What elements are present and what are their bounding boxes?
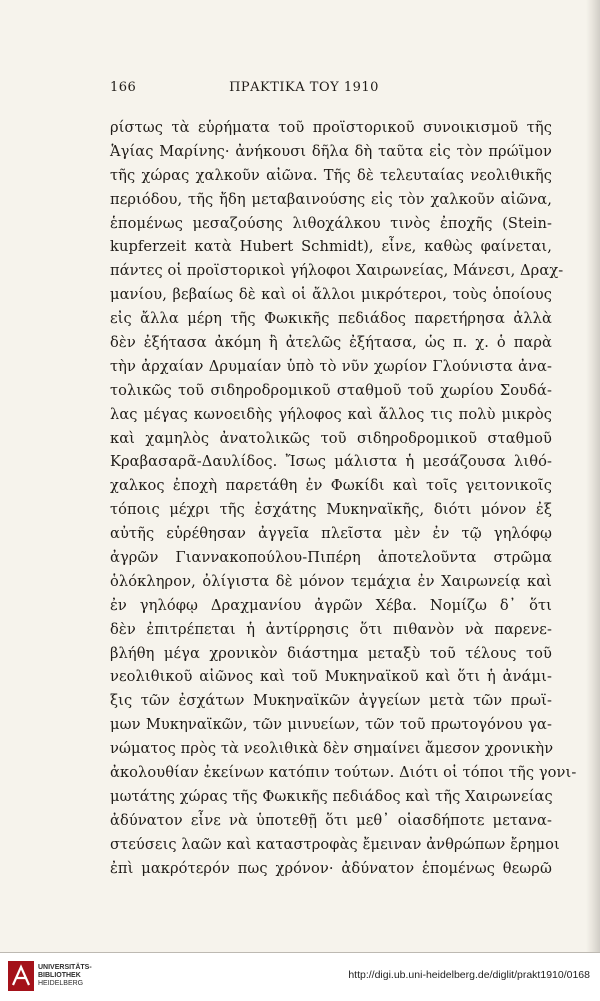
text-line: μων Μυκηναϊκῶν, τῶν μινυείων, τῶν τοῦ πρωτογόνου γα- — [110, 716, 552, 734]
text-line: αὐτῆς εὑρέθησαν ἀγγεῖα πλεῖστα μὲν ἐν τῷ γηλόφῳ — [110, 525, 552, 543]
page-header — [110, 80, 498, 100]
text-line: kupferzeit κατὰ Hubert Schmidt), εἶνε, καθὼς φαίνεται, — [110, 238, 552, 256]
text-line: ὁλόκληρον, ὀλίγιστα δὲ μόνον τεμάχια ἐν Χαιρωνείᾳ καὶ — [110, 572, 552, 590]
viewer-footer — [0, 952, 600, 1001]
library-logo-icon — [8, 961, 34, 991]
text-line: ἑπομένως μεσαζούσης λιθοχάλκου τινὸς ἐποχῆς (Stein- — [110, 214, 552, 232]
text-line: στεύσεις λαῶν καὶ καταστροφὰς ἔμειναν ἀνθρώπων ἔρημοι — [110, 835, 560, 853]
text-line: εἰς ἄλλα μέρη τῆς Φωκικῆς πεδιάδος παρετήρησα ἀλλὰ — [110, 310, 552, 328]
text-line: τὴν ἀρχαίαν Δρυμαίαν ὑπὸ τὸ νῦν χωρίον Γλούνιστα ἀνα- — [110, 357, 552, 375]
text-line: βλήθη μέγα χρονικὸν διάστημα μεταξὺ τοῦ τέλους τοῦ — [110, 644, 552, 662]
text-line: ρίστως τὰ εὑρήματα τοῦ προϊστορικοῦ συνοικισμοῦ τῆς — [110, 119, 552, 136]
text-line: τόποις μέχρι τῆς ἐσχάτης Μυκηναϊκῆς, διότι μόνον ἐξ — [110, 501, 552, 519]
logo-line-1: UNIVERSITÄTS- — [38, 964, 92, 971]
text-line: τῆς χώρας χαλκοῦν αἰῶνα. Τῆς δὲ τελευταίας νεολιθικῆς — [110, 166, 552, 184]
library-logo[interactable] — [8, 961, 118, 993]
text-line: δὲν ἐξήτασα ἀκόμη ἢ ἀτελῶς ἐξήτασα, ὡς π. χ. ὁ παρὰ — [110, 334, 552, 352]
text-line: ἀκολουθίαν ἐκείνων κατόπιν τούτων. Διότι οἱ τόποι τῆς γονι- — [110, 764, 577, 782]
text-line: μανίου, βεβαίως δὲ καὶ οἱ ἄλλοι μικρότεροι, τοὺς ὁποίους — [110, 286, 552, 304]
text-line: λας μέγας κωνοειδὴς γήλοφος καὶ ἄλλος τις πολὺ μικρὸς — [110, 405, 552, 423]
text-line: νώματος πρὸς τὰ νεολιθικὰ δὲν σημαίνει ἄμεσον χρονικὴν — [110, 740, 554, 758]
text-line: χαλκος ἐποχὴ παρετάθη ἐν Φωκίδι καὶ τοῖς γειτονικοῖς — [110, 477, 552, 495]
text-line: Κραβασαρᾶ-Δαυλίδος. Ἴσως μάλιστα ἡ μεσάζουσα λιθό- — [110, 453, 552, 471]
text-line: ξις τῶν ἐσχάτων Μυκηναϊκῶν ἀγγείων μετὰ τῶν πρωϊ- — [110, 692, 552, 710]
text-line: ἀγρῶν Γιαννακοπούλου-Πιπέρη ἀποτελοῦντα στρῶμα — [110, 549, 552, 567]
text-line: καὶ χαμηλὸς ἀνατολικῶς τοῦ σιδηροδρομικοῦ σταθμοῦ — [110, 429, 552, 447]
text-line: ἐν γηλόφῳ Δραχμανίου ἀγρῶν Χέβα. Νομίζω δ᾽ ὅτι — [110, 596, 552, 614]
text-line: δὲν ἐπιτρέπεται ἡ ἀντίρρησις ὅτι πιθανὸν νὰ παρενε- — [110, 620, 552, 638]
text-line: πάντες οἱ προϊστορικοὶ γήλοφοι Χαιρωνείας, Μάνεσι, Δραχ- — [110, 262, 564, 280]
text-line: ἐπὶ μακρότερόν πως χρόνον· ἀδύνατον ἑπομένως θεωρῶ — [110, 859, 552, 877]
text-line: τολικῶς τοῦ σιδηροδρομικοῦ σταθμοῦ τοῦ χωρίου Σουδά- — [110, 381, 552, 399]
page-edge-shadow — [586, 0, 600, 1000]
text-line: μωτάτης χώρας τῆς Φωκικῆς πεδιάδος καὶ τῆς Χαιρωνείας — [110, 787, 553, 805]
running-head: ΠΡΑΚΤΙΚΑ ΤΟΥ 1910 — [229, 80, 379, 95]
text-line: ἀδύνατον εἶνε νὰ ὑποτεθῇ ὅτι μεθ᾽ οἱασδήποτε μετανα- — [110, 811, 552, 829]
text-line: περιόδου, τῆς ἤδη μεταβαινούσης εἰς τὸν χαλκοῦν αἰῶνα, — [110, 190, 552, 208]
permalink-url[interactable]: http://digi.ub.uni-heidelberg.de/diglit/prakt1910/0168 — [348, 969, 590, 981]
page-number: 166 — [110, 80, 137, 95]
logo-line-3: HEIDELBERG — [38, 980, 84, 987]
body-text — [110, 116, 577, 881]
library-logo-text — [38, 964, 118, 988]
logo-line-2: BIBLIOTHEK — [38, 972, 81, 979]
text-line: νεολιθικοῦ αἰῶνος καὶ τοῦ Μυκηναϊκοῦ καὶ ὅτι ἡ ἀνάμι- — [110, 668, 552, 686]
text-line: Ἁγίας Μαρίνης· ἀνήκουσι δῆλα δὴ ταῦτα εἰς τὸν πρώϊμον — [110, 142, 552, 160]
